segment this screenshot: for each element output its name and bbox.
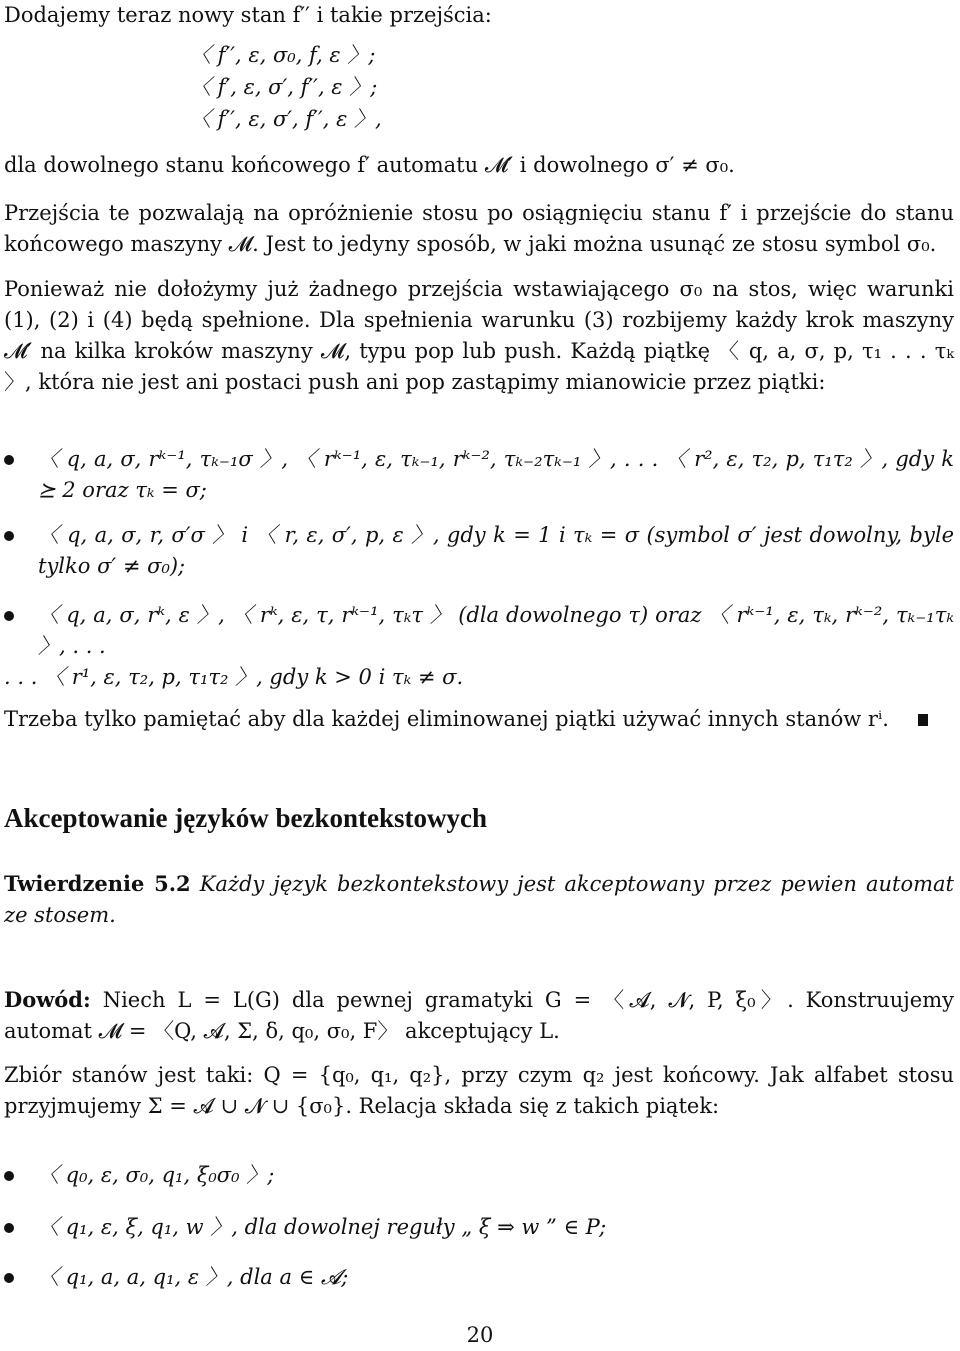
list-item (4, 600, 954, 693)
theorem-body: Każdy język bezkontekstowy jest akceptowany przez pewien automat ze stosem. (4, 872, 954, 927)
bullet-continuation: . . . 〈 r¹, ε, τ₂, p, τ₁τ₂ 〉, gdy k > 0 i τₖ ≠ σ. (4, 665, 464, 689)
paragraph-states: Zbiór stanów jest taki: Q = {q₀, q₁, q₂}, przy czym q₂ jest końcowy. Jak alfabet stosu przyjmujemy Σ = 𝓐 ∪ 𝓝 ∪ {σ₀}. Relacja składa się z takich piątek: (4, 1063, 954, 1118)
theorem (4, 868, 954, 931)
bullet-icon (4, 1273, 14, 1283)
list-item (4, 1262, 954, 1293)
bullet-icon (4, 455, 14, 465)
section-title: Akceptowanie języków bezkontekstowych (4, 803, 487, 833)
bullet-text: 〈 q₁, a, a, q₁, ε 〉, dla a ∈ 𝓐; (38, 1265, 349, 1289)
paragraph-final-states: dla dowolnego stanu końcowego f′ automatu 𝓜′ i dowolnego σ′ ≠ σ₀. (4, 153, 735, 177)
bullet-text: 〈 q, a, σ, rᵏ, ε 〉, 〈 rᵏ, ε, τ, rᵏ⁻¹, τₖτ 〉 (dla dowolnego τ) oraz 〈 rᵏ⁻¹, ε, τₖ, rᵏ⁻², τₖ₋₁τₖ 〉, . . . (38, 603, 954, 658)
qed-icon (918, 714, 928, 726)
list-item (4, 1160, 954, 1191)
transition-1: 〈 f′′, ε, σ₀, f, ε 〉; (190, 43, 376, 67)
list-item (4, 1212, 954, 1243)
bullet-text: 〈 q₀, ε, σ₀, q₁, ξ₀σ₀ 〉; (38, 1163, 275, 1187)
page-number: 20 (466, 1323, 494, 1347)
transition-2: 〈 f′, ε, σ′, f′′, ε 〉; (190, 75, 378, 99)
paragraph-split-steps: Ponieważ nie dołożymy już żadnego przejścia wstawiającego σ₀ na stos, więc warunki (1), (2) i (4) będą spełnione. Dla spełnienia warunku (3) rozbijemy każdy krok maszyny 𝓜′ na kilka kroków maszyny 𝓜, typu pop lub push. Każdą piątkę 〈 q, a, σ, p, τ₁ . . . τₖ 〉, która nie jest ani postaci push ani pop zastąpimy mianowicie przez piątki: (4, 277, 954, 394)
bullet-icon (4, 611, 14, 621)
intro-text: Dodajemy teraz nowy stan f′′ i takie przejścia: (4, 3, 492, 27)
bullet-text: 〈 q, a, σ, rᵏ⁻¹, τₖ₋₁σ 〉, 〈 rᵏ⁻¹, ε, τₖ₋₁, rᵏ⁻², τₖ₋₂τₖ₋₁ 〉, . . . 〈 r², ε, τ₂, p, τ₁τ₂ 〉, gdy k ⪰ 2 oraz τₖ = σ; (38, 447, 954, 502)
bullet-icon (4, 531, 14, 541)
theorem-label: Twierdzenie 5.2 (4, 871, 191, 896)
proof-label: Dowód: (4, 987, 91, 1012)
bullet-icon (4, 1223, 14, 1233)
transition-3: 〈 f′′, ε, σ′, f′′, ε 〉, (190, 107, 382, 131)
list-item (4, 444, 954, 506)
list-item (4, 520, 954, 582)
paragraph-remember: Trzeba tylko pamiętać aby dla każdej eliminowanej piątki używać innych stanów rⁱ. (4, 707, 889, 731)
bullet-icon (4, 1171, 14, 1181)
proof (4, 984, 954, 1047)
bullet-text: 〈 q, a, σ, r, σ′σ 〉 i 〈 r, ε, σ′, p, ε 〉, gdy k = 1 i τₖ = σ (symbol σ′ jest dowolny, byle tylko σ′ ≠ σ₀); (38, 523, 954, 578)
paragraph-stack-emptying: Przejścia te pozwalają na opróżnienie stosu po osiągnięciu stanu f′ i przejście do stanu końcowego maszyny 𝓜. Jest to jedyny sposób, w jaki można usunąć ze stosu symbol σ₀. (4, 201, 954, 256)
proof-text: Niech L = L(G) dla pewnej gramatyki G = 〈𝓐, 𝓝, P, ξ₀〉. Konstruujemy automat 𝓜 = 〈Q, 𝓐, Σ, δ, q₀, σ₀, F〉 akceptujący L. (4, 988, 954, 1043)
bullet-text: 〈 q₁, ε, ξ, q₁, w 〉, dla dowolnej reguły „ ξ ⇒ w ” ∈ P; (38, 1215, 607, 1239)
